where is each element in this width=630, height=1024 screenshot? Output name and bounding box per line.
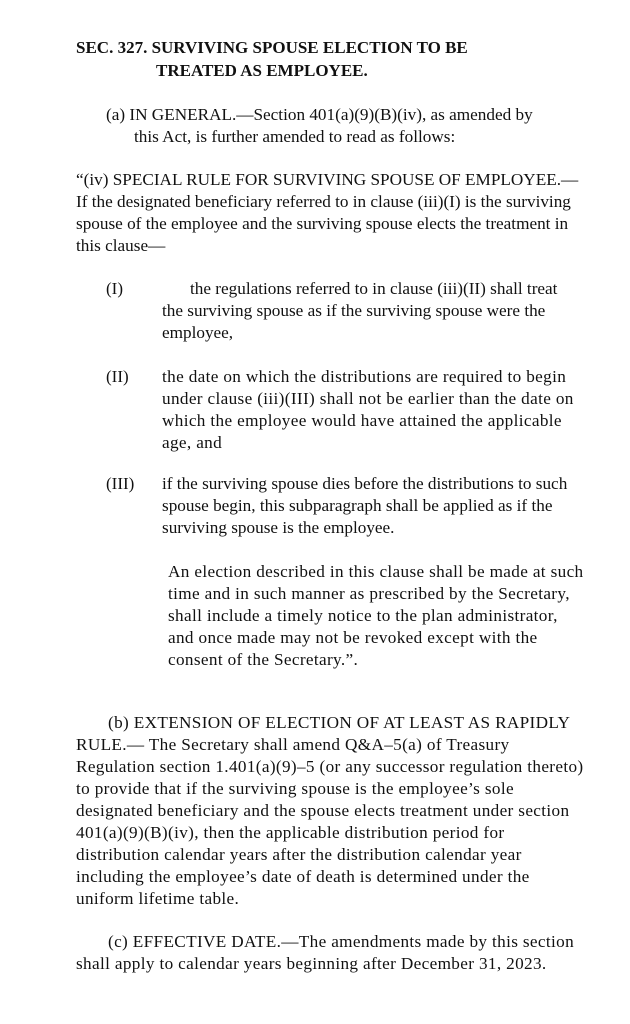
subsection-a-line2: this Act, is further amended to read as follows:	[134, 127, 456, 146]
subclause-number: (II)	[106, 367, 129, 386]
subclause-text: the regulations referred to in clause (iii)(II) shall treat the surviving spouse as if the surviving spouse were the employee,	[162, 279, 558, 342]
subclause-number: (I)	[106, 279, 123, 298]
subclause-text: the date on which the distributions are required to begin under clause (iii)(III) shall not be earlier than the date on which the employee would have attained the applicable age, and	[162, 367, 574, 452]
subclause-text: if the surviving spouse dies before the distributions to such spouse begin, this subparagraph shall be applied as if the surviving spouse is the employee.	[162, 474, 568, 537]
subsection-a-line1: (a) IN GENERAL.—Section 401(a)(9)(B)(iv), as amended by	[106, 105, 533, 124]
subsection-c: (c) EFFECTIVE DATE.—The amendments made by this section shall apply to calendar years beginning after December 31, 2023.	[76, 932, 575, 973]
subsection-a	[106, 104, 586, 148]
section-heading-line1: SEC. 327. SURVIVING SPOUSE ELECTION TO BE	[76, 38, 468, 57]
subclause-number: (III)	[106, 474, 135, 493]
section-heading-line2: TREATED AS EMPLOYEE.	[156, 61, 368, 80]
subsection-b: (b) EXTENSION OF ELECTION OF AT LEAST AS RAPIDLY RULE.— The Secretary shall amend Q&A–5(a) of Treasury Regulation section 1.401(a)(9)–5 (or any successor regulation thereto) to provide that if the surviving spouse is the employee’s sole designated beneficiary and the spouse elects treatment under section 401(a)(9)(B)(iv), then the applicable distribution period for distribution calendar years after the distribution calendar year including the employee’s date of death is determined under the uniform lifetime table.	[76, 713, 584, 908]
section-heading	[76, 36, 596, 82]
clause-iv-paragraph: “(iv) SPECIAL RULE FOR SURVIVING SPOUSE OF EMPLOYEE.—If the designated beneficiary referred to in clause (iii)(I) is the surviving spouse of the employee and the surviving spouse elects the treatment in this clause—	[76, 170, 579, 255]
election-paragraph: An election described in this clause shall be made at such time and in such manner as prescribed by the Secretary, shall include a timely notice to the plan administrator, and once made may not be revoked except with the consent of the Secretary.”.	[168, 562, 584, 669]
